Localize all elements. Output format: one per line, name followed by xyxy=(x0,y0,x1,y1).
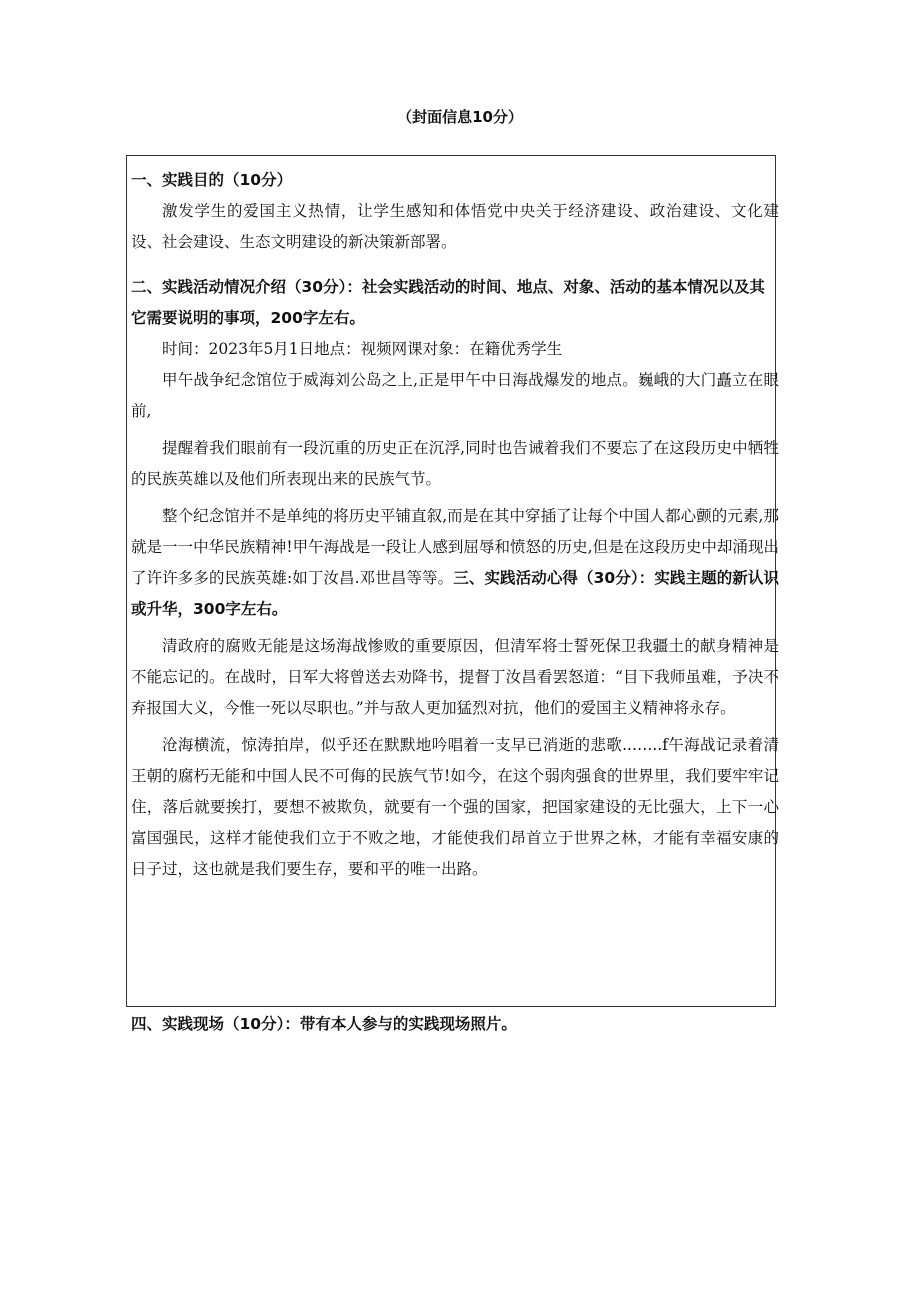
section3-para2: 沧海横流，惊涛拍岸，似乎还在默默地吟唱着一支早已消逝的悲歌..…...f午海战记录着清王朝的腐朽无能和中国人民不可侮的民族气节!如今，在这个弱肉强食的世界里，我们要牢牢记住，落后就要挨打，要想不被欺负，就要有一个强的国家，把国家建设的无比强大，上下一心富国强民，这样才能使我们立于不败之地，才能使我们昂首立于世界之林，才能有幸福安康的日子过，这也就是我们要生存，要和平的唯一出路。 xyxy=(131,736,779,878)
cover-note: （封面信息10分） xyxy=(397,108,523,126)
section3-para1: 清政府的腐败无能是这场海战惨败的重要原因，但清军将士誓死保卫我疆土的献身精神是不能忘记的。在战时，日军大将曾送去劝降书，提督丁汝昌看罢怒道：“目下我师虽难，予决不弃报国大义，今惟一死以尽职也。”并与敌人更加猛烈对抗，他们的爱国主义精神将永存。 xyxy=(131,637,779,717)
section2-info-line: 时间：2023年5月1日地点：视频网课对象：在籍优秀学生 xyxy=(162,340,563,358)
section1-heading: 一、实践目的（10分） xyxy=(131,171,293,189)
section3-heading: 三、实践活动心得（30分）：实践主题的新认识或升华，300字左右。 xyxy=(131,569,779,618)
section2-heading: 二、实践活动情况介绍（30分）：社会实践活动的时间、地点、对象、活动的基本情况以及其它需要说明的事项，200字左右。 xyxy=(131,278,765,327)
section2-para3 xyxy=(131,501,779,625)
form-content xyxy=(131,165,779,885)
section2-para3-text: 整个纪念馆并不是单纯的将历史平铺直叙,而是在其中穿插了让每个中国人都心颤的元素,那就是一一中华民族精神!甲午海战是一段让人感到屈辱和愤怒的历史,但是在这段历史中却涌现出了许许多多的民族英雄:如丁汝昌.邓世昌等等。 xyxy=(131,507,779,587)
section2-para2: 提醒着我们眼前有一段沉重的历史正在沉浮,同时也告诫着我们不要忘了在这段历史中牺牲的民族英雄以及他们所表现出来的民族气节。 xyxy=(131,439,779,488)
section2-para1: 甲午战争纪念馆位于威海刘公岛之上,正是甲午中日海战爆发的地点。巍峨的大门矗立在眼前, xyxy=(131,371,779,420)
section4-heading: 四、实践现场（10分）：带有本人参与的实践现场照片。 xyxy=(131,1015,517,1033)
section1-body: 激发学生的爱国主义热情，让学生感知和体悟党中央关于经济建设、政治建设、文化建设、社会建设、生态文明建设的新决策新部署。 xyxy=(131,202,779,251)
